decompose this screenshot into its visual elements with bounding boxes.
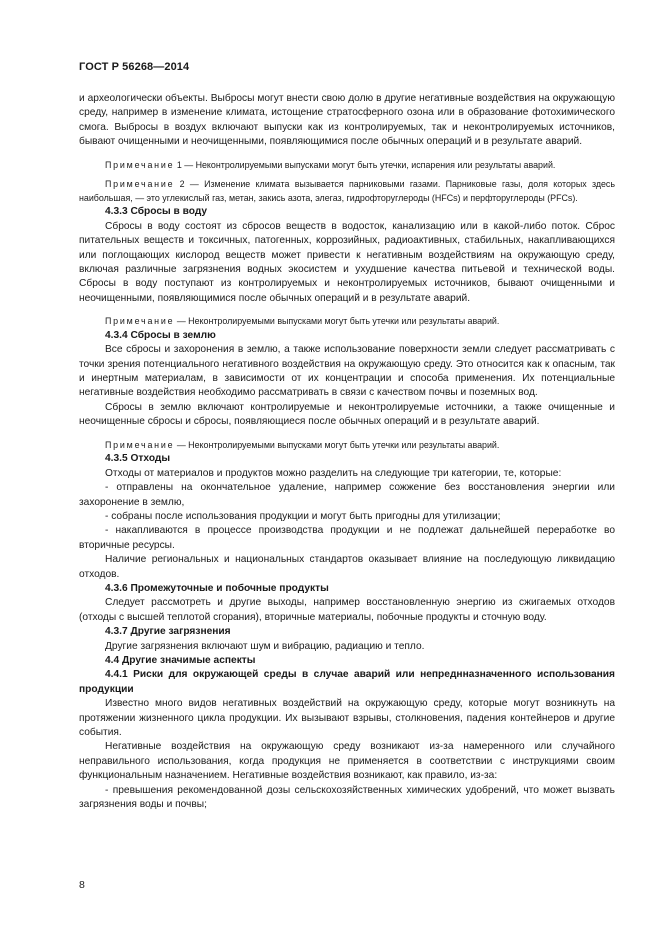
note-text: — Неконтролируемыми выпусками могут быть утечки или результаты аварий.	[174, 316, 500, 327]
note-text: 2 — Изменение климата вызывается парниковыми газами. Парниковые газы, доля которых здесь наибольшая, — это углекислый газ, метан, закись азота, элегаз, гидрофторуглероды (HFCs) и перфторуглероды (PFCs).	[79, 179, 615, 203]
paragraph: и археологически объекты. Выбросы могут внести свою долю в другие негативные воздействия на окружающую среду, например в изменение климата, истощение стратосферного озона или в образование фотохимического смога. Выбросы в воздух включают выпуски как из контролируемых, так и неконтролируемых источников, бывают очищенными и неочищенными, появляющимися после обычных операций и в результате аварий.	[79, 93, 615, 148]
paragraph: - отправлены на окончательное удаление, например сожжение без восстановления энергии или захоронение в землю,	[79, 482, 615, 508]
note-text: — Неконтролируемыми выпусками могут быть утечки или результаты аварий.	[174, 439, 500, 450]
note-label: Примечание	[105, 159, 175, 170]
section-heading: 4.3.4 Сбросы в землю	[105, 329, 216, 341]
paragraph: Следует рассмотреть и другие выходы, например восстановленную энергию из сжигаемых отходов (отходы с высшей теплотой сгорания), вторичные материалы, побочные продукты и сточную воду.	[79, 597, 615, 623]
page-number: 8	[79, 879, 85, 891]
paragraph: Все сбросы и захоронения в землю, а также использование поверхности земли следует рассматривать с точки зрения потенциального негативного воздействия на окружающую среду. Это относится как к опасным, так и инертным материалам, в зависимости от их концентрации и способа применения. Их потенциальные негативные воздействия необходимо рассматривать в связи с качеством почвы и поземных вод.	[79, 344, 615, 399]
note-label: Примечание	[105, 179, 175, 190]
standard-header: ГОСТ Р 56268—2014	[79, 61, 190, 73]
section-heading: 4.3.5 Отходы	[105, 453, 171, 465]
paragraph: Сбросы в землю включают контролируемые и неконтролируемые источники, а также очищенные и неочищенные сбросы и сбросы, появляющиеся после обычных операций и в результате аварий.	[79, 401, 615, 428]
section-heading: 4.3.7 Другие загрязнения	[105, 626, 231, 638]
paragraph: - накапливаются в процессе производства продукции и не подлежат дальнейшей переработке во вторичные ресурсы.	[79, 525, 615, 551]
note	[79, 315, 615, 329]
note-text: 1 — Неконтролируемыми выпусками могут быть утечки, испарения или результаты аварий.	[174, 159, 556, 170]
paragraph: - превышения рекомендованной дозы сельскохозяйственных химических удобрений, что может вызвать загрязнения воды и почвы;	[79, 784, 615, 811]
section-heading: 4.3.6 Промежуточные и побочные продукты	[105, 582, 329, 594]
paragraph: Отходы от материалов и продуктов можно разделить на следующие три категории, те, которые:	[105, 467, 562, 479]
note	[79, 178, 615, 205]
note	[79, 439, 615, 453]
paragraph: Сбросы в воду состоят из сбросов веществ в водосток, канализацию или в какой-либо поток. Сброс питательных веществ и токсичных, патогенных, коррозийных, радиоактивных, стабильных, накапливающихся или поглощающих кислород веществ может привести к негативным воздействиям на окружающую среду, включая различные загрязнения водных экосистем и ухудшение качества питьевой и технической воды. Сбросы в воду поступают из контролируемых и неконтролируемых источников, бывают очищенными и неочищенными, появляющимися после обычных операций и в результате аварий.	[79, 220, 615, 304]
note	[79, 159, 615, 173]
note-label: Примечание	[105, 439, 175, 450]
section-heading: 4.3.3 Сбросы в воду	[105, 206, 208, 218]
paragraph: Известно много видов негативных воздействий на окружающую среду, которые могут возникнуть на протяжении жизненного цикла продукции. Их вызывают взрывы, столкновения, падения контейнеров и другие события.	[79, 698, 615, 738]
section-heading: 4.4 Другие значимые аспекты	[105, 654, 256, 666]
paragraph: Наличие региональных и национальных стандартов оказывает влияние на последующую ликвидацию отходов.	[79, 554, 615, 580]
note-label: Примечание	[105, 316, 175, 327]
paragraph: - собраны после использования продукции и могут быть пригодны для утилизации;	[105, 510, 501, 522]
paragraph: Негативные воздействия на окружающую среду возникают из-за намеренного или случайного неправильного использования, когда продукция не применяется в соответствии с инструкциями своим функциональным назначением. Негативные воздействия возникают, как правило, из-за:	[79, 741, 615, 782]
section-heading: 4.4.1 Риски для окружающей среды в случае аварий или непреднназначенного использования продукции	[79, 669, 615, 695]
paragraph: Другие загрязнения включают шум и вибрацию, радиацию и тепло.	[105, 640, 425, 652]
page-body	[79, 92, 615, 812]
